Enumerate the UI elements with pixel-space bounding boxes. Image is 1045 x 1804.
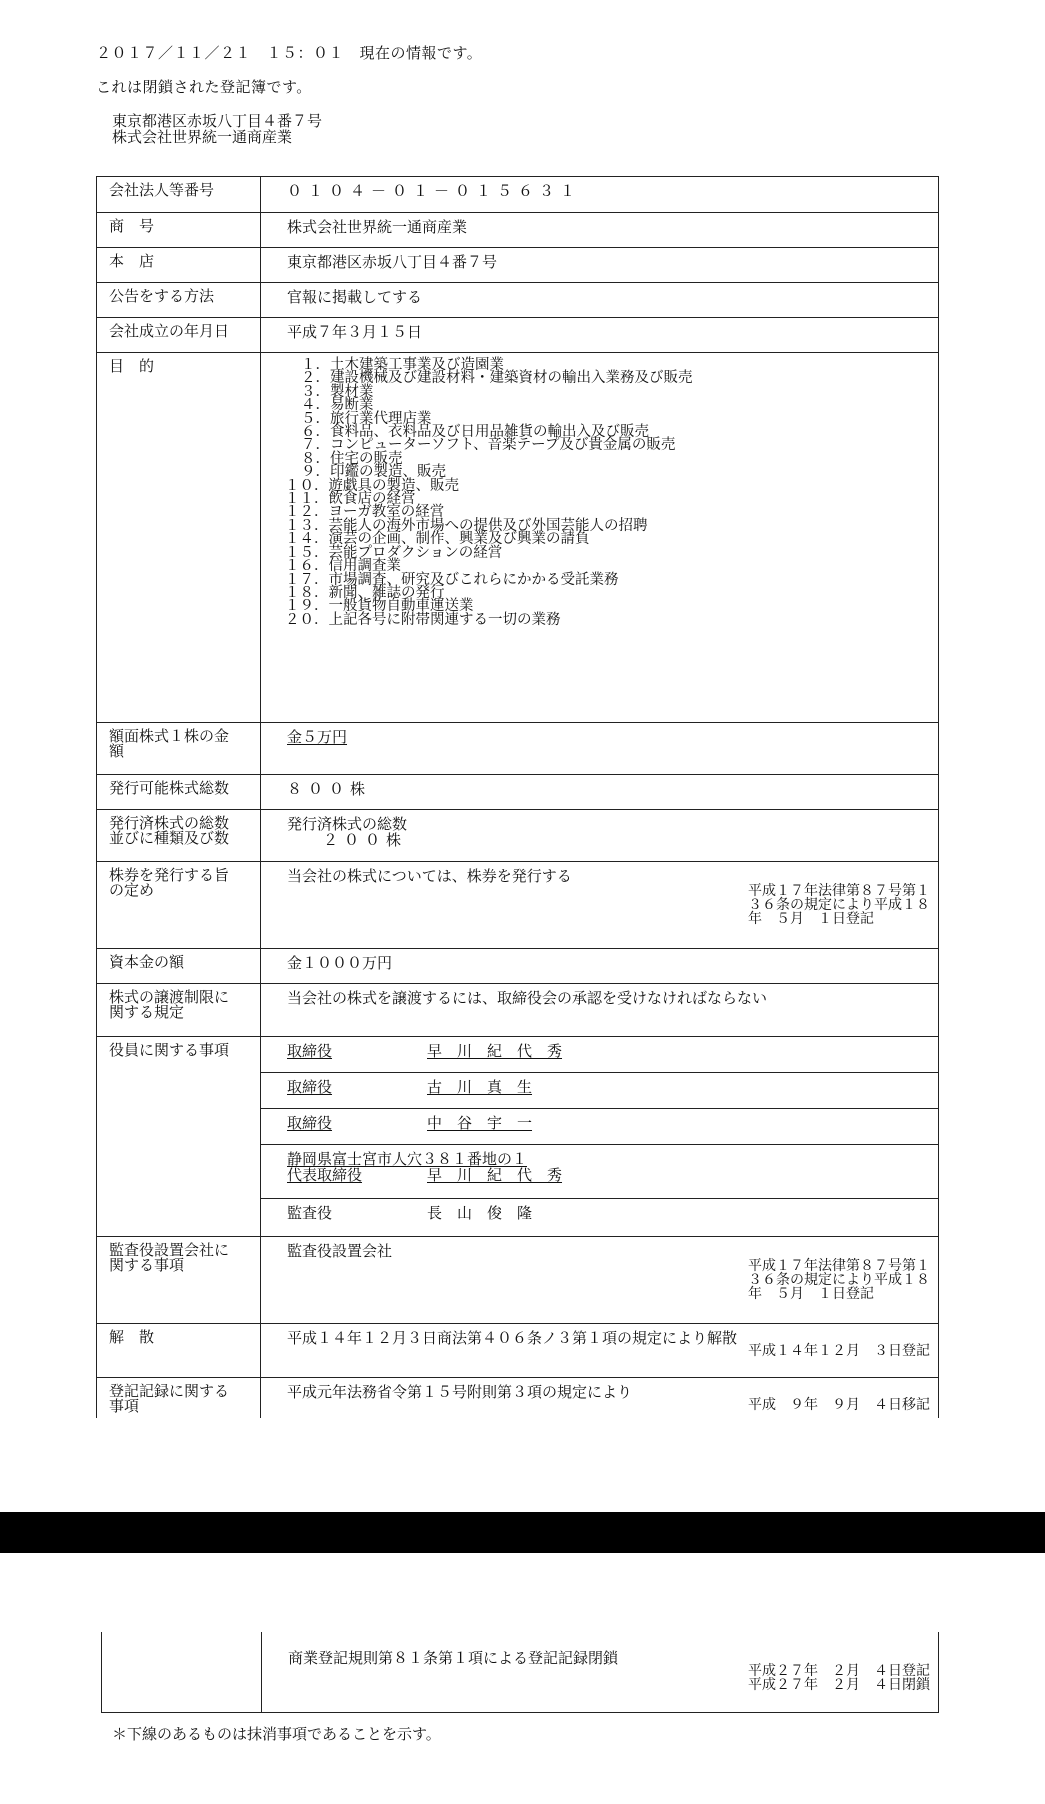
auditor-company-text: 監査役設置会社 (287, 1242, 393, 1260)
label-dissolution: 解 散 (109, 1328, 155, 1346)
officer-entry (261, 1144, 939, 1198)
row-notice-method (97, 283, 939, 318)
footer-note: ＊下線のあるものは抹消事項であることを示す。 (112, 1725, 441, 1743)
label-line: 関する規定 (109, 1003, 185, 1021)
label-auditor-company (97, 1237, 260, 1273)
officer-entry (261, 1108, 939, 1144)
label-officers: 役員に関する事項 (109, 1041, 230, 1059)
value-established: 平成７年３月１５日 (287, 323, 423, 341)
officer-title: 代表取締役 (287, 1165, 363, 1184)
label-line: の定め (109, 881, 155, 899)
label-head-office: 本 店 (109, 252, 155, 270)
officer-title: 監査役 (287, 1204, 333, 1223)
record-closure-text: 商業登記規則第８１条第１項による登記記録閉鎖 (288, 1649, 619, 1667)
address-line: 東京都港区赤坂八丁目４番７号 (112, 112, 323, 130)
purpose-item: １８．新聞、雑誌の発行 (285, 584, 445, 601)
label-line: 監査役設置会社に (109, 1241, 230, 1259)
row-issued-shares (97, 810, 939, 862)
record-transfer-note: 平成 ９年 ９月 ４日移記 (748, 1397, 930, 1413)
par-value-text: 金５万円 (287, 728, 348, 746)
value-capital: 金１０００万円 (287, 954, 393, 972)
row-corp-number (97, 177, 939, 213)
dissolution-text: 平成１４年１２月３日商法第４０６条ノ３第１項の規定により解散 (287, 1329, 738, 1347)
purpose-item: ８．住宅の販売 (301, 450, 403, 467)
purpose-item: １７．市場調査、研究及びこれらにかかる受託業務 (285, 571, 619, 588)
row-par-value (97, 723, 939, 775)
certificates-text: 当会社の株式については、株券を発行する (287, 867, 572, 885)
officer-title: 取締役 (287, 1113, 333, 1132)
value-notice-method: 官報に掲載してする (287, 288, 423, 306)
officer-name: 早 川 紀 代 秀 (427, 1165, 563, 1184)
label-capital: 資本金の額 (109, 953, 185, 971)
row-capital (97, 949, 939, 984)
label-line: 並びに種類及び数 (109, 829, 230, 847)
label-established: 会社成立の年月日 (109, 322, 230, 340)
row-record-continued (102, 1632, 939, 1712)
record-closure-note: 平成２７年 ２月 ４日登記 平成２７年 ２月 ４日閉鎖 (748, 1663, 930, 1693)
purpose-item: ６．食料品、衣料品及び日用品雑貨の輸出入及び販売 (301, 424, 649, 441)
issued-shares-caption: 発行済株式の総数 (287, 815, 408, 833)
value-issued-shares (261, 810, 938, 848)
row-transfer-restriction (97, 984, 939, 1037)
label-corp-number: 会社法人等番号 (109, 181, 215, 199)
officer-title: 取締役 (287, 1042, 333, 1060)
officer-name: 中 谷 宇 一 (427, 1113, 533, 1132)
value-head-office: 東京都港区赤坂八丁目４番７号 (287, 253, 498, 271)
row-authorized-shares (97, 775, 939, 810)
row-dissolution (97, 1324, 939, 1378)
closed-notice: これは閉鎖された登記簿です。 (96, 78, 312, 96)
label-trade-name: 商 号 (109, 217, 155, 235)
officer-name: 古 川 真 生 (427, 1077, 533, 1096)
value-transfer-restriction: 当会社の株式を譲渡するには、取締役会の承認を受けなければならない (287, 989, 768, 1007)
purpose-item: １６．信用調査業 (285, 558, 401, 575)
address-block (112, 113, 322, 145)
officer-entry (261, 1072, 939, 1108)
registry-table-continued (101, 1632, 939, 1713)
label-record (97, 1378, 260, 1414)
label-line: 額面株式１株の金 (109, 727, 230, 745)
purpose-item: ９．印鑑の製造、販売 (301, 464, 446, 481)
value-auditor-company (261, 1237, 938, 1323)
row-record (97, 1378, 939, 1419)
label-line: 額 (109, 742, 125, 760)
company-name-line: 株式会社世界統一通商産業 (112, 128, 293, 146)
row-auditor-company (97, 1237, 939, 1324)
timestamp-line: ２０１７／１１／２１ １５：０１ 現在の情報です。 (96, 44, 483, 62)
value-record (261, 1378, 938, 1418)
value-corp-number: ０１０４－０１－０１５６３１ (287, 182, 582, 200)
row-head-office (97, 248, 939, 283)
label-certificates (97, 862, 260, 898)
label-purpose: 目 的 (109, 357, 155, 375)
purpose-item: １０．遊戯具の製造、販売 (285, 477, 459, 494)
label-line: 関する事項 (109, 1256, 185, 1274)
row-established (97, 318, 939, 353)
value-authorized-shares: ８００株 (287, 780, 372, 798)
label-line: 株券を発行する旨 (109, 866, 230, 884)
label-line: 登記記録に関する (109, 1382, 230, 1400)
dissolution-registration-note: 平成１４年１２月 ３日登記 (748, 1343, 930, 1359)
certificates-registration-note: 平成１７年法律第８７号第１ ３６条の規定により平成１８ 年 ５月 １日登記 (748, 883, 930, 927)
label-transfer-restriction (97, 984, 260, 1020)
label-line: 事項 (109, 1397, 140, 1415)
purpose-list (261, 353, 938, 627)
value-certificates (261, 862, 938, 948)
purpose-item: ３．製材業 (301, 383, 374, 400)
purpose-item: １４．演芸の企画、制作、興業及び興業の請負 (285, 531, 590, 548)
officer-name: 長 山 俊 隆 (427, 1204, 533, 1223)
purpose-item: ７．コンピューターソフト、音楽テープ及び貴金属の販売 (301, 437, 676, 454)
value-record-continued (262, 1632, 938, 1706)
officer-entry (261, 1199, 939, 1237)
purpose-item: １１．飲食店の経営 (285, 491, 416, 508)
purpose-item: １３．芸能人の海外市場への提供及び外国芸能人の招聘 (285, 517, 648, 534)
row-officers (97, 1037, 939, 1073)
purpose-item: １５．芸能プロダクションの経営 (285, 544, 503, 561)
label-notice-method: 公告をする方法 (109, 287, 215, 305)
value-trade-name: 株式会社世界統一通商産業 (287, 218, 468, 236)
value-par-value (261, 723, 938, 745)
label-authorized-shares: 発行可能株式総数 (109, 779, 230, 797)
officer-entry (261, 1037, 939, 1073)
purpose-item: １．土木建築工事業及び造園業 (301, 357, 504, 373)
label-line: 株式の譲渡制限に (109, 988, 230, 1006)
issued-shares-count: ２００株 (323, 831, 408, 849)
row-trade-name (97, 213, 939, 248)
label-par-value (97, 723, 260, 759)
label-issued-shares (97, 810, 260, 846)
page-break-band (0, 1512, 1045, 1553)
purpose-item: ４．易断業 (301, 397, 374, 414)
purpose-item: ２０．上記各号に附帯関連する一切の業務 (285, 611, 561, 628)
officer-name: 早 川 紀 代 秀 (427, 1042, 563, 1060)
label-line: 発行済株式の総数 (109, 814, 230, 832)
auditor-registration-note: 平成１７年法律第８７号第１ ３６条の規定により平成１８ 年 ５月 １日登記 (748, 1258, 930, 1302)
purpose-item: ５．旅行業代理店業 (301, 410, 432, 427)
officer-title: 取締役 (287, 1077, 333, 1096)
purpose-item: ２．建設機械及び建設材料・建築資材の輸出入業務及び販売 (301, 370, 693, 387)
row-purpose (97, 353, 939, 723)
record-text: 平成元年法務省令第１５号附則第３項の規定により (287, 1383, 633, 1401)
officer-address: 静岡県富士宮市人穴３８１番地の１ (287, 1149, 528, 1168)
registry-table (96, 176, 939, 1418)
value-dissolution (261, 1324, 938, 1377)
purpose-item: １９．一般貨物自動車運送業 (285, 598, 474, 615)
purpose-item: １２．ヨーガ教室の経営 (285, 504, 445, 521)
row-certificates (97, 862, 939, 949)
